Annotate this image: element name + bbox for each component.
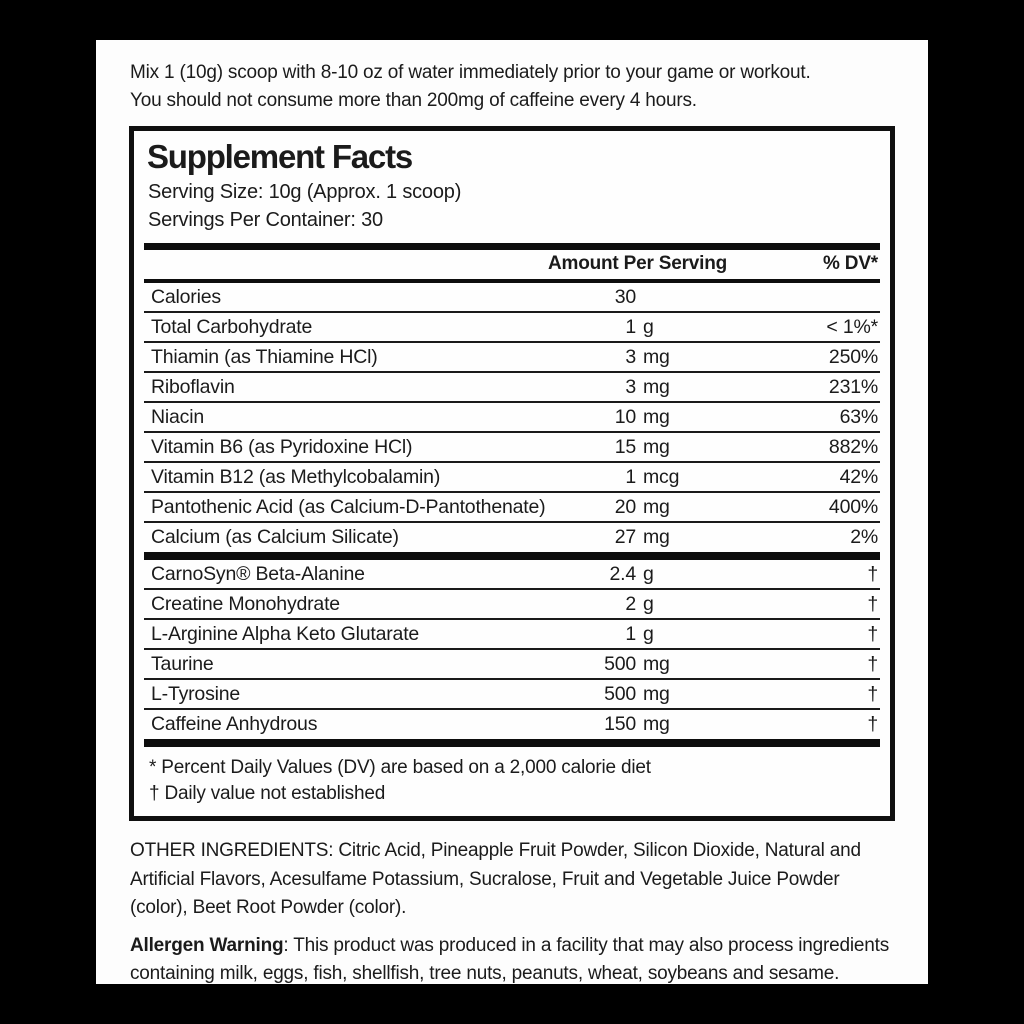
nutrient-amount: 1 bbox=[625, 315, 636, 338]
nutrient-dv: 400% bbox=[828, 495, 878, 518]
nutrient-unit: mg bbox=[643, 526, 670, 548]
nutrient-row bbox=[144, 680, 880, 710]
nutrient-dv: 231% bbox=[828, 375, 878, 398]
nutrient-dv: 882% bbox=[828, 435, 878, 458]
nutrient-dv: 42% bbox=[839, 465, 878, 488]
nutrient-row bbox=[144, 523, 880, 552]
nutrient-row bbox=[144, 403, 880, 433]
nutrient-unit: g bbox=[643, 622, 654, 645]
nutrient-label: Pantothenic Acid (as Calcium-D-Pantothenate) bbox=[151, 495, 546, 518]
nutrient-dv: < 1%* bbox=[826, 315, 878, 338]
nutrient-dv: † bbox=[867, 592, 878, 615]
allergen-warning-text bbox=[130, 932, 902, 989]
other-ingredients-text: OTHER INGREDIENTS: Citric Acid, Pineapple Fruit Powder, Silicon Dioxide, Natural and Artificial Flavors, Acesulfame Potassium, Sucralose, Fruit and Vegetable Juice Powder (color), Beet Root Powder (color). bbox=[130, 840, 861, 918]
percent-dv-header: % DV* bbox=[823, 253, 878, 274]
nutrient-amount: 30 bbox=[614, 285, 636, 308]
nutrient-amount: 3 bbox=[625, 375, 636, 398]
nutrient-dv: 2% bbox=[850, 526, 878, 548]
nutrient-label: Riboflavin bbox=[151, 375, 235, 398]
nutrient-unit: mg bbox=[643, 495, 670, 518]
nutrient-unit: mg bbox=[643, 713, 670, 735]
nutrient-row bbox=[144, 433, 880, 463]
nutrient-amount: 27 bbox=[614, 526, 636, 548]
nutrient-amount: 3 bbox=[625, 345, 636, 368]
supplement-facts-box bbox=[129, 126, 895, 821]
nutrient-label: Vitamin B6 (as Pyridoxine HCl) bbox=[151, 435, 413, 458]
nutrient-label: Vitamin B12 (as Methylcobalamin) bbox=[151, 465, 441, 488]
nutrient-dv: 250% bbox=[828, 345, 878, 368]
nutrient-dv: † bbox=[867, 713, 878, 735]
nutrient-unit: mg bbox=[643, 652, 670, 675]
nutrients-section bbox=[144, 283, 880, 552]
nutrient-unit: mg bbox=[643, 405, 670, 428]
nutrient-label: CarnoSyn® Beta-Alanine bbox=[151, 562, 365, 585]
allergen-warning-body: : This product was produced in a facility that may also process ingredients containing milk, eggs, fish, shellfish, tree nuts, peanuts, wheat, soybeans and sesame. bbox=[130, 934, 890, 984]
nutrient-row bbox=[144, 590, 880, 620]
nutrient-label: Caffeine Anhydrous bbox=[151, 713, 318, 735]
nutrient-dv: † bbox=[867, 562, 878, 585]
nutrient-row bbox=[144, 620, 880, 650]
nutrient-label: Calories bbox=[151, 285, 221, 308]
table-header bbox=[144, 250, 880, 279]
footnotes bbox=[144, 747, 880, 809]
blend-section bbox=[144, 560, 880, 739]
nutrient-row bbox=[144, 560, 880, 590]
nutrient-unit: mg bbox=[643, 345, 670, 368]
nutrient-unit: g bbox=[643, 315, 654, 338]
nutrient-row bbox=[144, 710, 880, 739]
nutrient-row bbox=[144, 313, 880, 343]
directions-line-2: You should not consume more than 200mg of caffeine every 4 hours. bbox=[130, 90, 697, 111]
servings-per-container: Servings Per Container: 30 bbox=[148, 209, 383, 231]
nutrient-amount: 150 bbox=[604, 713, 636, 735]
directions-line-1: Mix 1 (10g) scoop with 8-10 oz of water immediately prior to your game or workout. bbox=[130, 62, 811, 83]
nutrient-amount: 1 bbox=[625, 465, 636, 488]
nutrient-row bbox=[144, 463, 880, 493]
nutrient-row bbox=[144, 343, 880, 373]
allergen-warning-label: Allergen Warning bbox=[130, 934, 284, 956]
nutrient-amount: 500 bbox=[604, 652, 636, 675]
serving-size: Serving Size: 10g (Approx. 1 scoop) bbox=[148, 181, 462, 203]
nutrient-dv: † bbox=[867, 622, 878, 645]
nutrient-amount: 15 bbox=[614, 435, 636, 458]
nutrient-dv: † bbox=[867, 682, 878, 705]
nutrient-dv: † bbox=[867, 652, 878, 675]
nutrient-amount: 2.4 bbox=[609, 562, 636, 585]
nutrient-row bbox=[144, 650, 880, 680]
nutrient-unit: g bbox=[643, 562, 654, 585]
nutrient-label: Creatine Monohydrate bbox=[151, 592, 340, 615]
directions-text bbox=[96, 40, 928, 115]
nutrient-unit: mg bbox=[643, 682, 670, 705]
footnote-dagger: † Daily value not established bbox=[149, 783, 386, 804]
nutrient-unit: mg bbox=[643, 435, 670, 458]
nutrient-label: Total Carbohydrate bbox=[151, 315, 313, 338]
nutrient-row bbox=[144, 493, 880, 523]
nutrient-label: L-Tyrosine bbox=[151, 682, 241, 705]
nutrient-label: Niacin bbox=[151, 405, 204, 428]
nutrient-label: Thiamin (as Thiamine HCl) bbox=[151, 345, 378, 368]
divider-bar-top bbox=[144, 243, 880, 250]
nutrient-row bbox=[144, 283, 880, 313]
nutrient-row bbox=[144, 373, 880, 403]
amount-per-serving-header: Amount Per Serving bbox=[548, 253, 728, 274]
label-panel bbox=[96, 40, 928, 984]
nutrient-amount: 1 bbox=[625, 622, 636, 645]
supplement-facts-title: Supplement Facts bbox=[147, 138, 413, 175]
nutrient-amount: 10 bbox=[614, 405, 636, 428]
nutrient-unit: g bbox=[643, 592, 654, 615]
nutrient-amount: 2 bbox=[625, 592, 636, 615]
nutrient-label: L-Arginine Alpha Keto Glutarate bbox=[151, 622, 420, 645]
footnote-dv: * Percent Daily Values (DV) are based on a 2,000 calorie diet bbox=[149, 757, 651, 778]
nutrient-label: Calcium (as Calcium Silicate) bbox=[151, 526, 399, 548]
nutrient-label: Taurine bbox=[151, 652, 214, 675]
divider-bar-mid bbox=[144, 552, 880, 560]
nutrient-amount: 20 bbox=[614, 495, 636, 518]
nutrient-amount: 500 bbox=[604, 682, 636, 705]
divider-bar-bottom bbox=[144, 739, 880, 747]
nutrient-unit: mg bbox=[643, 375, 670, 398]
nutrient-unit: mcg bbox=[643, 465, 680, 488]
nutrient-dv: 63% bbox=[839, 405, 878, 428]
